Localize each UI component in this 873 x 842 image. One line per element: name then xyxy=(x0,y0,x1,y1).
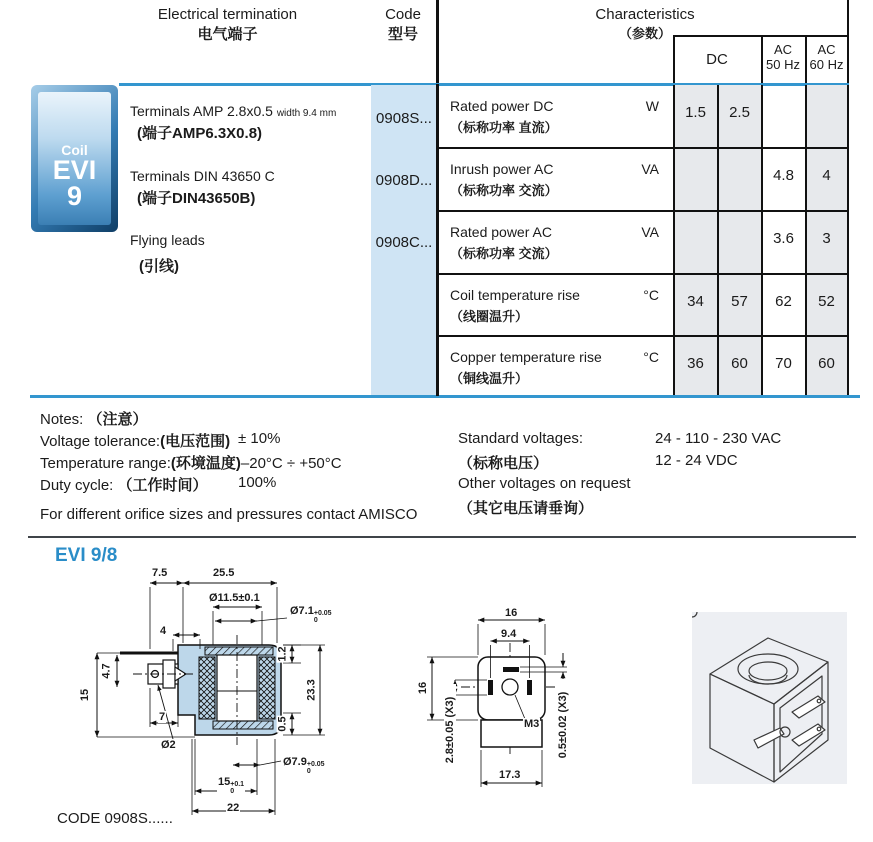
dim-4-7: 4.7 xyxy=(100,663,113,679)
dim-7: 7 xyxy=(159,711,166,723)
row-coil-temperature-rise: Coil temperature rise （线圈温升） °C 34 57 62 52 xyxy=(450,287,835,324)
dim-15-vert: 15 xyxy=(79,688,92,702)
termination-amp-en: Terminals AMP 2.8x0.5 width 9.4 mm xyxy=(130,103,337,119)
dim-top-16: 16 xyxy=(505,607,518,619)
col-header-dc: DC xyxy=(706,51,728,68)
dim-1-2: 1.2 xyxy=(276,646,289,662)
vdc-values: 12 - 24 VDC xyxy=(655,452,738,469)
top-view-drawing xyxy=(415,585,660,800)
termination-leads-en: Flying leads xyxy=(130,232,205,248)
header-code-zh: 型号 xyxy=(387,26,418,43)
row-rated-power-dc: Rated power DC （标称功率 直流） W 1.5 2.5 xyxy=(450,98,750,135)
note-duty-cycle: Duty cycle: （工作时间） 100% xyxy=(40,474,277,494)
dim-25-5: 25.5 xyxy=(213,567,235,579)
coil-3d-wireframe xyxy=(692,612,847,784)
badge-size-label: 9 xyxy=(66,181,83,211)
dim-7-1: Ø7.1 +0.05 0 xyxy=(290,605,332,624)
code-0908D: 0908D... xyxy=(375,172,433,189)
row-inrush-power-ac: Inrush power AC （标称功率 交流） VA 4.8 4 xyxy=(450,161,831,198)
dim-m3: M3 xyxy=(524,718,540,730)
voltage-values xyxy=(655,430,781,474)
dim-23-3: 23.3 xyxy=(305,679,318,701)
section-divider xyxy=(28,536,856,538)
dim-7-9: Ø7.9 +0.05 0 xyxy=(283,756,325,775)
header-electrical-termination-en: Electrical termination xyxy=(157,6,298,23)
termination-leads-zh: (引线) xyxy=(139,258,179,275)
dim-left-16: 16 xyxy=(417,681,430,695)
dim-0-5: 0.5 xyxy=(276,716,289,732)
badge-evi-label: EVI xyxy=(52,155,97,185)
dim-7-5: 7.5 xyxy=(152,567,168,579)
other-voltages-label: Other voltages on request xyxy=(458,475,631,492)
col-header-ac60: AC 60 Hz xyxy=(809,42,844,72)
drawing-code-caption: CODE 0908S...... xyxy=(57,810,173,827)
dim-4: 4 xyxy=(160,625,167,637)
termination-din-zh: (端子DIN43650B) xyxy=(137,190,256,207)
dim-22: 22 xyxy=(227,802,240,814)
note-temperature-range: Temperature range:(环境温度)–20°C ÷ +50°C xyxy=(40,455,342,472)
vac-values: 24 - 110 - 230 VAC xyxy=(655,430,782,447)
row-rated-power-ac: Rated power AC （标称功率 交流） VA 3.6 3 xyxy=(450,224,831,261)
header-divider-thick xyxy=(436,0,439,84)
header-electrical-termination-zh: 电气端子 xyxy=(197,26,258,43)
notes-title: Notes: （注意） xyxy=(40,411,148,428)
header-code-en: Code xyxy=(385,6,421,23)
dim-2-8: 2.8±0.05 (X3) xyxy=(444,684,456,776)
coil-3d-panel xyxy=(692,612,847,784)
dim-11-5: Ø11.5±0.1 xyxy=(209,592,260,604)
note-contact-amisco: For different orifice sizes and pressures contact AMISCO xyxy=(40,506,418,523)
notes-block xyxy=(40,408,440,523)
voltages-block xyxy=(458,430,631,519)
dim-0-5-02: 0.5±0.02 (X3) xyxy=(557,679,569,771)
section-title-evi-9-8: EVI 9/8 xyxy=(55,545,118,566)
dim-17-3: 17.3 xyxy=(499,769,521,781)
code-0908S: 0908S... xyxy=(376,110,432,127)
standard-voltages-label: Standard voltages: xyxy=(458,430,584,447)
header-code xyxy=(370,6,436,44)
note-voltage-tolerance: Voltage tolerance:(电压范围) ± 10% xyxy=(40,430,281,450)
header-characteristics-en: Characteristics xyxy=(595,6,695,23)
coil-badge-face xyxy=(38,92,111,225)
termination-din-en: Terminals DIN 43650 C xyxy=(130,168,275,184)
coil-evi-9-badge xyxy=(31,85,118,232)
other-voltages-zh: （其它电压请垂询） xyxy=(458,500,594,517)
dim-15-tol: 15 +0.1 0 xyxy=(218,776,245,795)
header-electrical-termination xyxy=(120,6,335,44)
standard-voltages-zh: （标称电压） xyxy=(458,455,549,472)
header-characteristics-zh: （参数） xyxy=(618,26,671,41)
termination-amp-width-note: width 9.4 mm xyxy=(276,108,337,119)
cross-section-drawing xyxy=(45,563,380,818)
code-0908C: 0908C... xyxy=(375,234,433,251)
col-header-ac50: AC 50 Hz xyxy=(766,42,800,72)
dim-2: Ø2 xyxy=(161,739,176,751)
badge-coil-label: Coil xyxy=(61,142,88,158)
termination-amp-zh: (端子AMP6.3X0.8) xyxy=(137,125,263,142)
row-copper-temperature-rise: Copper temperature rise （铜线温升） °C 36 60 70 60 xyxy=(450,349,835,386)
dim-9-4: 9.4 xyxy=(501,628,517,640)
